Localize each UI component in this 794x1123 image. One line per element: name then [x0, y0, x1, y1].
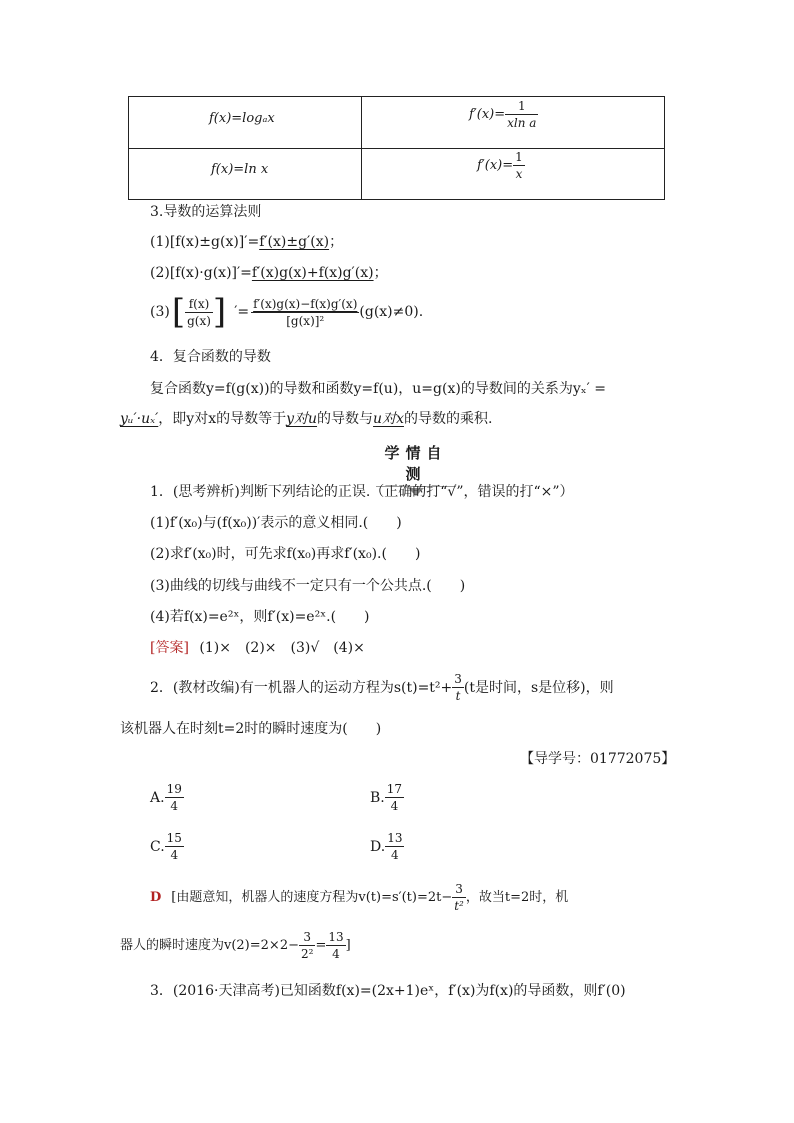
composite-text-c: 的导数与	[317, 411, 374, 427]
answer-tag: [答案]	[150, 640, 189, 656]
section-title: 学情自测	[384, 444, 448, 483]
q2-explanation-line-2	[120, 930, 351, 961]
rule-2-answer: f′(x)g(x)+f(x)g′(x)	[251, 265, 374, 281]
q2-expl-a: [由题意知，机器人的速度方程为v(t)=s′(t)=2t−	[171, 889, 453, 905]
rule-3-inner-fraction	[185, 297, 213, 328]
rule-1	[150, 233, 343, 251]
fraction-numerator: 1	[515, 150, 523, 164]
table-row-2-left: f(x)=ln x	[211, 162, 269, 177]
composite-line-2	[120, 410, 492, 428]
fraction-denominator: xln a	[507, 116, 537, 130]
right-bracket: ]	[212, 292, 227, 332]
option-fraction	[385, 782, 404, 813]
composite-answer: yᵤ′·uₓ′	[120, 411, 159, 427]
q2-stem-a: 2．(教材改编)有一机器人的运动方程为s(t)=t²+	[150, 679, 453, 696]
left-bracket: [	[171, 292, 186, 332]
inner-denominator: g(x)	[187, 313, 211, 328]
q1-item-2: (2)求f′(x₀)时，可先求f(x₀)再求f′(x₀).( )	[150, 546, 421, 562]
rule-3-suffix: (g(x)≠0).	[359, 304, 424, 320]
table-row-1-left: f(x)=logₐx	[209, 111, 275, 126]
option-label: B.	[370, 789, 385, 806]
option-denominator: 4	[391, 848, 399, 862]
q2-expl-fraction	[452, 882, 466, 913]
q2-expl-denominator: t²	[454, 899, 464, 913]
q1-item-1: (1)f′(x₀)与(f(x₀))′表示的意义相同.( )	[150, 515, 402, 531]
q2-expl2-fraction-1	[299, 930, 315, 961]
q1-answer-line	[150, 639, 365, 657]
option-denominator: 4	[170, 848, 179, 862]
table-row-1-fraction	[505, 99, 538, 130]
table-row-2-right	[477, 150, 525, 181]
rule-2	[150, 264, 388, 282]
q2-expl2-a: 器人的瞬时速度为v(2)=2×2−	[120, 937, 299, 953]
composite-text-e: 的导数的乘积.	[403, 411, 493, 427]
composite-answer-d: u对x	[373, 411, 404, 427]
derivative-table	[128, 96, 665, 200]
table-row-1-right-prefix: f′(x)=	[469, 107, 506, 122]
table-row-2-right-prefix: f′(x)=	[477, 158, 514, 173]
q2-expl2-denominator-1: 2²	[300, 947, 314, 961]
rule-3-denominator: [g(x)]²	[286, 313, 325, 328]
composite-heading: 4．复合函数的导数	[150, 349, 271, 365]
option-label: C.	[150, 838, 165, 855]
q2-option-c	[150, 831, 184, 862]
composite-answer-b: y对u	[286, 411, 318, 427]
q1-item-4: (4)若f(x)=e²ˣ，则f′(x)=e²ˣ.( )	[150, 609, 370, 625]
q2-stem-line-2: 该机器人在时刻t=2时的瞬时速度为( )	[120, 721, 382, 737]
fraction-numerator: 1	[517, 99, 526, 113]
option-numerator: 19	[166, 782, 182, 796]
q2-expl-b: ，故当t=2时，机	[465, 889, 569, 905]
q1-answer: (1)× (2)× (3)√ (4)×	[199, 640, 365, 656]
q2-expl2-denominator-2: 4	[332, 947, 340, 961]
option-denominator: 4	[390, 799, 399, 813]
q2-expl2-b: ]	[345, 937, 351, 953]
option-numerator: 13	[387, 831, 403, 845]
rules-heading: 3.导数的运算法则	[150, 204, 262, 220]
q1-item-3: (3)曲线的切线与曲线不一定只有一个公共点.( )	[150, 578, 466, 594]
option-label: A.	[150, 789, 165, 806]
q1-stem: 1．(思考辨析)判断下列结论的正误.（正确的打“√”，错误的打“×”）	[150, 484, 574, 500]
q2-stem-line-1	[150, 672, 614, 703]
rule-1-answer: f′(x)±g′(x)	[259, 234, 330, 250]
option-denominator: 4	[170, 799, 179, 813]
fraction-denominator: x	[515, 167, 523, 181]
rule-3	[150, 292, 424, 332]
guide-number: 【导学号：01772075】	[520, 751, 676, 767]
q2-option-a	[150, 782, 184, 813]
q2-stem-numerator: 3	[454, 672, 462, 686]
q2-stem-fraction	[452, 672, 464, 703]
option-label: D.	[370, 838, 386, 855]
q2-expl2-fraction-2	[326, 930, 345, 961]
option-fraction	[165, 831, 184, 862]
rule-2-suffix: ；	[373, 265, 388, 281]
option-fraction	[165, 782, 184, 813]
rule-1-prefix: (1)[f(x)±g(x)]′=	[150, 234, 260, 250]
table-row-2-fraction	[513, 150, 525, 181]
rule-3-fraction	[251, 297, 359, 328]
option-fraction	[385, 831, 404, 862]
table-divider-horizontal	[129, 148, 664, 149]
q2-stem-denominator: t	[455, 689, 461, 703]
option-numerator: 17	[386, 782, 403, 796]
q2-expl2-equals: =	[315, 937, 327, 953]
rule-3-label: (3)	[150, 304, 170, 320]
table-row-1-right	[469, 99, 538, 130]
inner-numerator: f(x)	[188, 296, 210, 311]
q2-option-b	[370, 782, 404, 813]
composite-text-a: ，即y对x的导数等于	[158, 411, 287, 427]
q2-expl2-numerator-2: 13	[328, 930, 344, 944]
rule-1-suffix: ；	[329, 234, 344, 250]
q2-expl-numerator: 3	[455, 882, 463, 896]
rule-2-prefix: (2)[f(x)·g(x)]′=	[150, 265, 252, 281]
q3-stem: 3．(2016·天津高考)已知函数f(x)=(2x+1)eˣ，f′(x)为f(x)的导函数，则f′(0)	[150, 983, 626, 999]
rule-3-prime: ′=	[234, 304, 250, 320]
q2-explanation-line-1	[150, 882, 568, 913]
q2-stem-b: (t是时间，s是位移)，则	[463, 679, 614, 696]
q2-expl2-numerator-1: 3	[303, 930, 312, 944]
q2-answer-letter: D	[150, 889, 162, 905]
rule-3-numerator: f′(x)g(x)−f(x)g′(x)	[253, 296, 358, 311]
option-numerator: 15	[166, 831, 182, 845]
composite-line-1: 复合函数y=f(g(x))的导数和函数y=f(u)，u=g(x)的导数间的关系为yₓ′ =	[150, 381, 607, 397]
q2-option-d	[370, 831, 404, 862]
